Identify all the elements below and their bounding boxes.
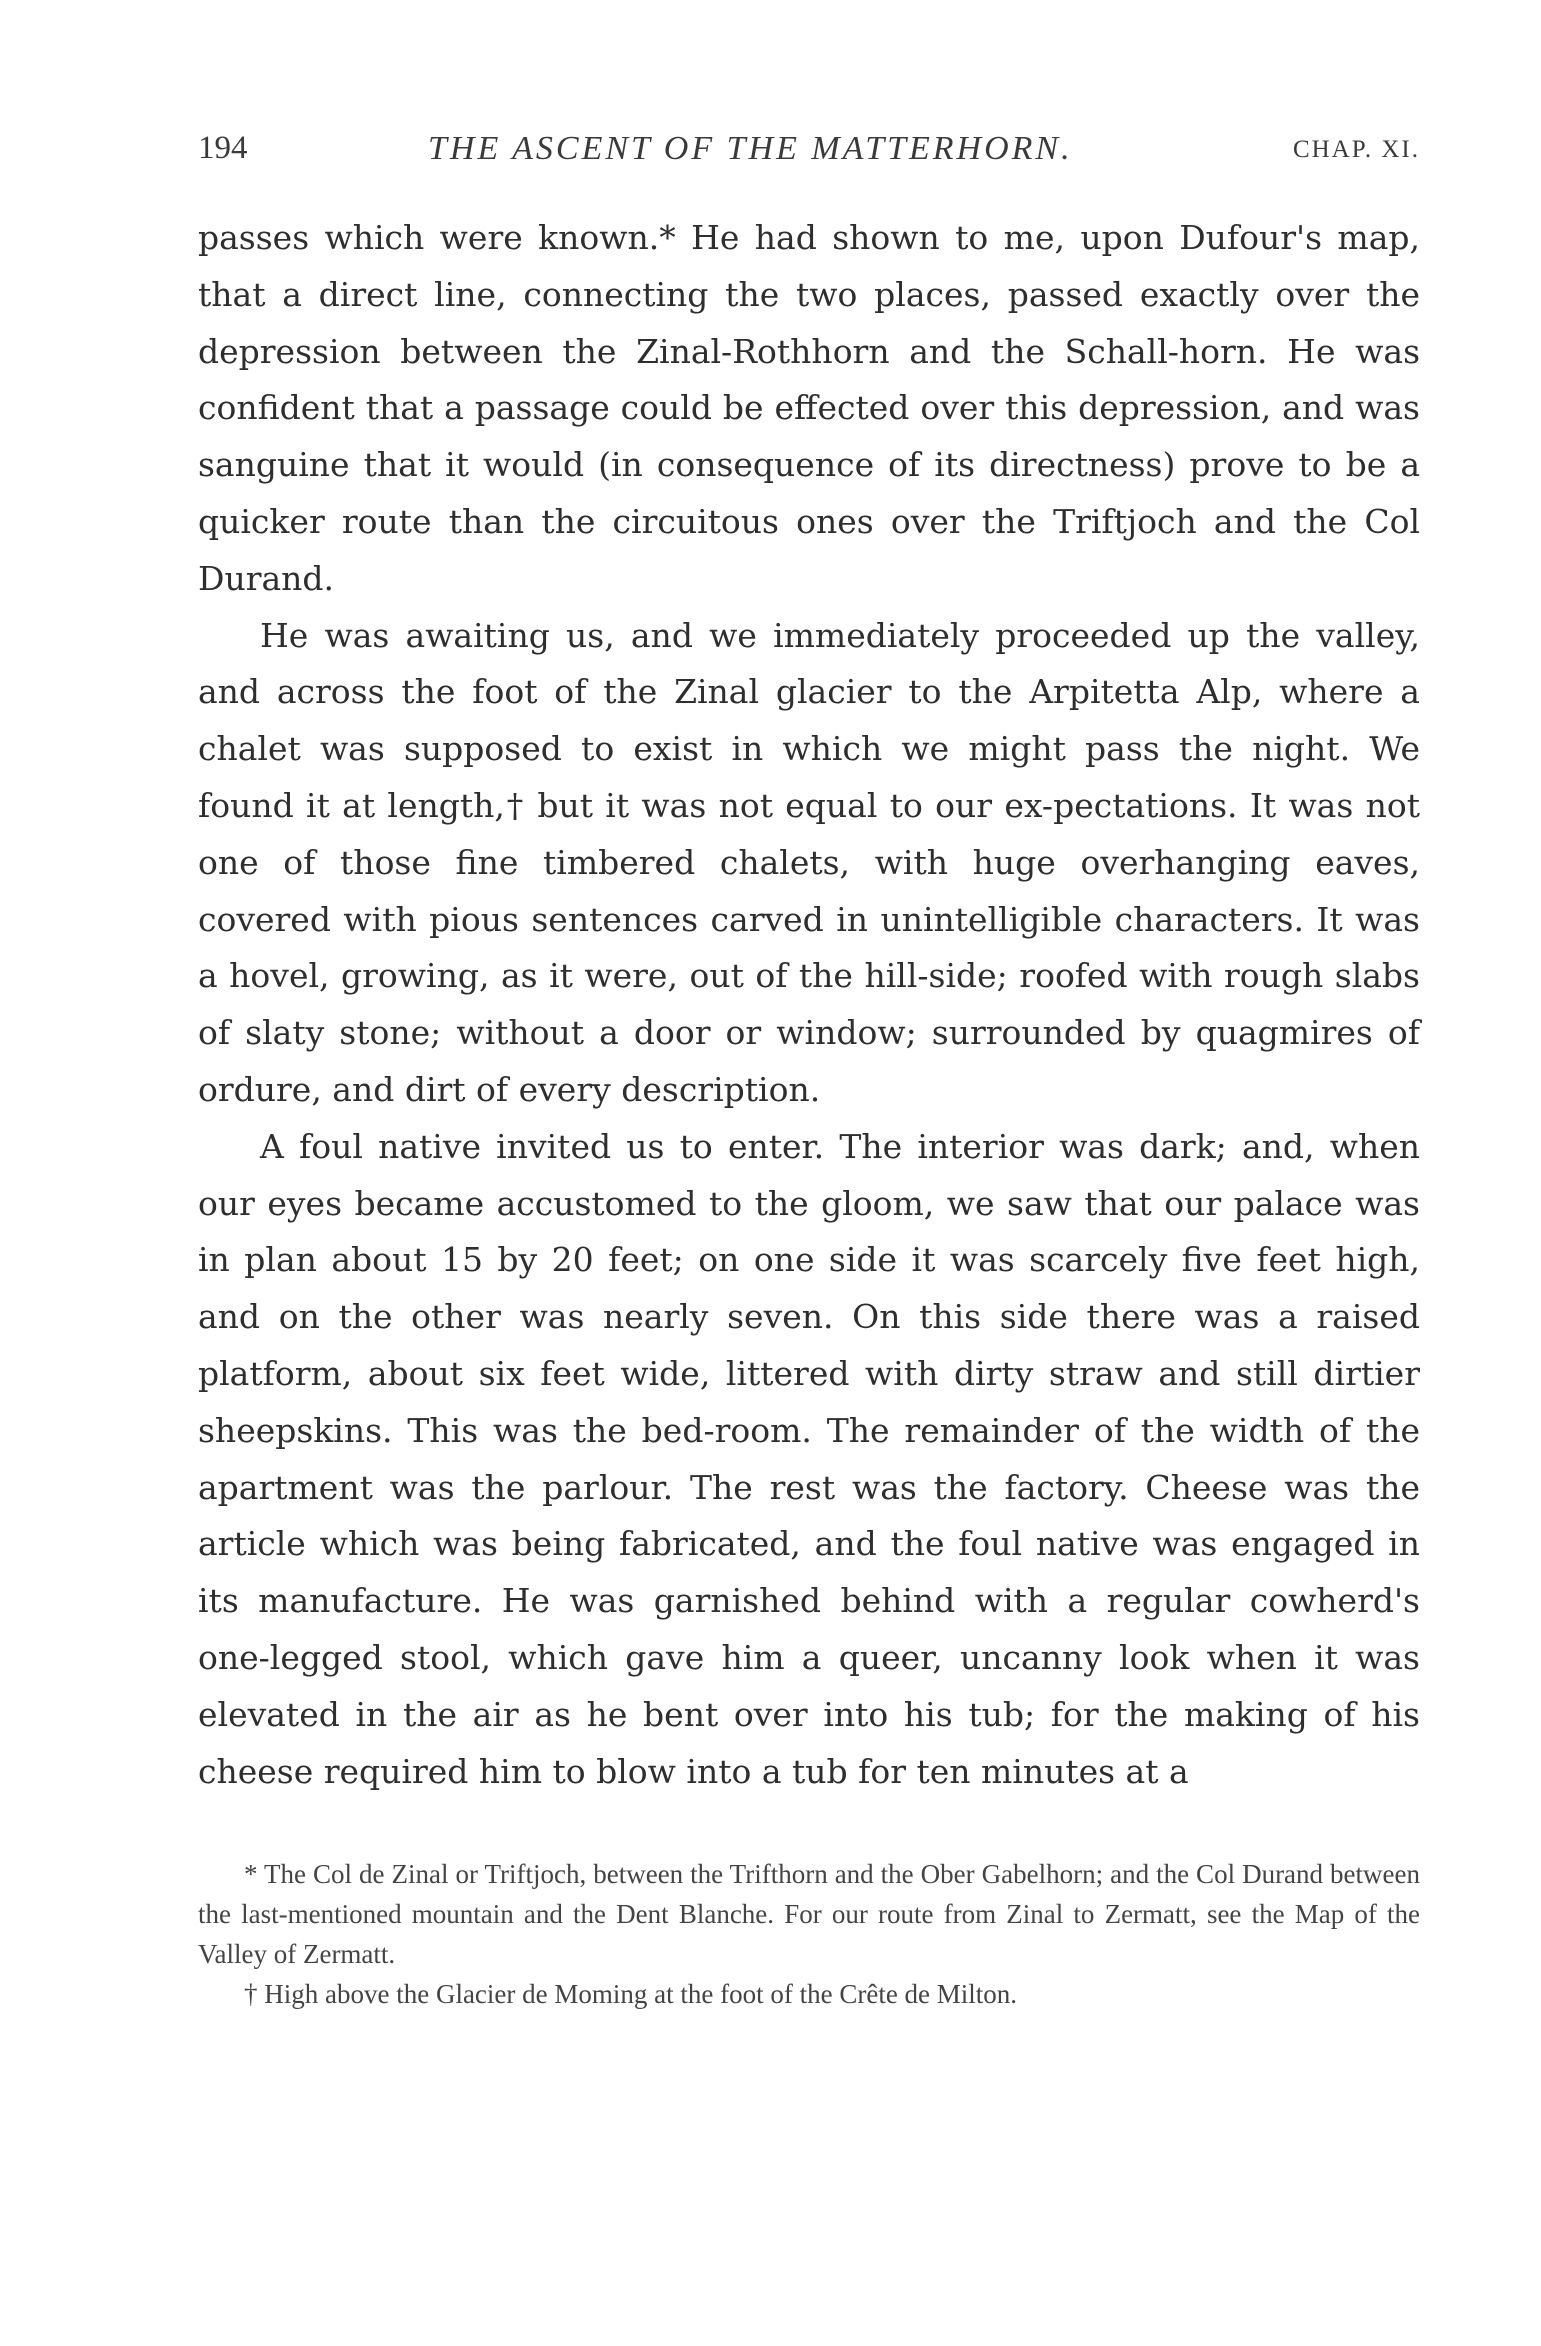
- book-page: [198, 130, 1420, 2014]
- footnote: * The Col de Zinal or Triftjoch, between the Trifthorn and the Ober Gabelhorn; and the Col Durand between the last-mentioned mountain and the Dent Blanche. For our route from Zinal to Zermatt, see the Map of the Valley of Zermatt.: [198, 1859, 1420, 1970]
- paragraph-continued: passes which were known.* He had shown to me, upon Dufour's map, that a direct line, connecting the two places, passed exactly over the depression between the Zinal-Rothhorn and the Schall-horn. He was confident that a passage could be effected over this depression, and was sanguine that it would (in consequence of its directness) prove to be a quicker route than the circuitous ones over the Triftjoch and the Col Durand.: [198, 218, 1420, 598]
- paragraph: He was awaiting us, and we immediately proceeded up the valley, and across the foot of the Zinal glacier to the Arpitetta Alp, where a chalet was supposed to exist in which we might pass the night. We found it at length,† but it was not equal to our ex-pectations. It was not one of those fine timbered chalets, with huge overhanging eaves, covered with pious sentences carved in unintelligible characters. It was a hovel, growing, as it were, out of the hill-side; roofed with rough slabs of slaty stone; without a door or window; surrounded by quagmires of ordure, and dirt of every description.: [198, 615, 1420, 1109]
- footnote: † High above the Glacier de Moming at the foot of the Crête de Milton.: [244, 1979, 1018, 2010]
- footnotes: [198, 1854, 1420, 2014]
- page-number: 194: [198, 130, 248, 166]
- chapter-label: CHAP. XI.: [1292, 136, 1420, 163]
- running-head: [198, 130, 1420, 190]
- body-text: [198, 210, 1420, 1800]
- paragraph: A foul native invited us to enter. The interior was dark; and, when our eyes became accustomed to the gloom, we saw that our palace was in plan about 15 by 20 feet; on one side it was scarcely five feet high, and on the other was nearly seven. On this side there was a raised platform, about six feet wide, littered with dirty straw and still dirtier sheepskins. This was the bed-room. The remainder of the width of the apartment was the parlour. The rest was the factory. Cheese was the article which was being fabricated, and the foul native was engaged in its manufacture. He was garnished behind with a regular cowherd's one-legged stool, which gave him a queer, uncanny look when it was elevated in the air as he bent over into his tub; for the making of his cheese required him to blow into a tub for ten minutes at a: [198, 1126, 1420, 1791]
- running-title: THE ASCENT OF THE MATTERHORN.: [428, 130, 1073, 167]
